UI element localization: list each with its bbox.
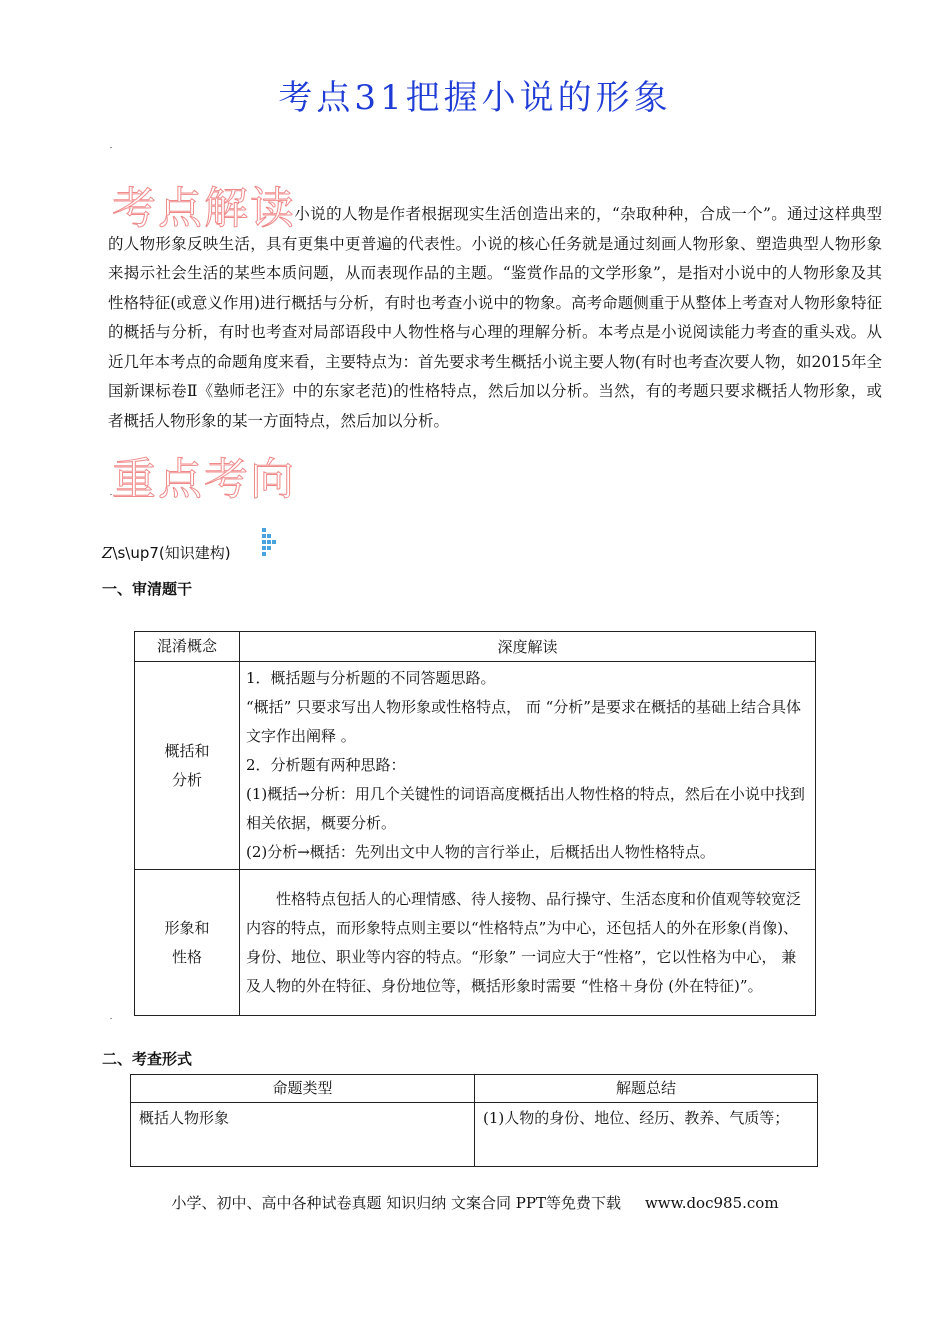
build-prefix: Z bbox=[102, 544, 113, 562]
interpretation-line: “概括” 只要求写出人物形象或性格特点， 而 “分析”是要求在概括的基础上结合具体文字作出阐释 。 bbox=[246, 698, 801, 745]
section-banner-focus: 重点考向 bbox=[112, 454, 296, 505]
concept-table bbox=[134, 631, 816, 1016]
interpretation-text: 性格特点包括人的心理情感、待人接物、品行操守、生活态度和价值观等较宽泛内容的特点，而形象特点则主要以“性格特点”为中心，还包括人的外在形象(肖像)、身份、地位、职业等内容的特点。“形象” 一词应大于“性格”，它以性格为中心， 兼及人物的外在特征、身份地位等，概括形象时需要 “性格＋身份 (外在特征)”。 bbox=[246, 889, 802, 995]
table-header-cell: 混淆概念 bbox=[135, 632, 240, 662]
margin-mark bbox=[110, 494, 112, 495]
table-header-row bbox=[131, 1075, 818, 1103]
margin-mark bbox=[110, 1018, 112, 1019]
concept-line: 形象和 bbox=[164, 918, 210, 937]
section-heading-1: 一、审清题干 bbox=[102, 580, 193, 598]
table-header-cell: 解题总结 bbox=[475, 1075, 818, 1103]
table-header-cell: 命题类型 bbox=[131, 1075, 475, 1103]
concept-cell bbox=[135, 870, 240, 1016]
concept-line: 性格 bbox=[171, 947, 202, 966]
intro-text: 小说的人物是作者根据现实生活创造出来的，“杂取种种，合成一个”。通过这样典型的人物形象反映生活，具有更集中更普遍的代表性。小说的核心任务就是通过刻画人物形象、塑造典型人物形象来揭示社会生活的某些本质问题，从而表现作品的主题。“鉴赏作品的文学形象”，是指对小说中的人物形象及其性格特征(或意义作用)进行概括与分析，有时也考查小说中的物象。高考命题侧重于从整体上考查对人物形象特征的概括与分析，有时也考查对局部语段中人物性格与心理的理解分析。本考点是小说阅读能力考查的重头戏。从近几年本考点的命题角度来看，主要特点为：首先要求考生概括小说主要人物(有时也考查次要人物，如2015年全国新课标卷Ⅱ《塾师老汪》中的东家老范)的性格特点，然后加以分析。当然，有的考题只要求概括人物形象，或者概括人物形象的某一方面特点，然后加以分析。 bbox=[108, 205, 882, 430]
interpretation-line: (1)概括→分析：用几个关键性的词语高度概括出人物性格的特点，然后在小说中找到相关依据，概要分析。 bbox=[246, 785, 805, 832]
question-type-cell: 概括人物形象 bbox=[131, 1103, 475, 1167]
table-header-cell: 深度解读 bbox=[240, 632, 816, 662]
footer-url: www.doc985.com bbox=[644, 1194, 779, 1212]
interpretation-cell bbox=[240, 870, 816, 1016]
section-heading-2: 二、考查形式 bbox=[102, 1050, 193, 1068]
interpretation-line: (2)分析→概括：先列出文中人物的言行举止，后概括出人物性格特点。 bbox=[246, 843, 715, 861]
table-row bbox=[135, 662, 816, 870]
table-row bbox=[135, 870, 816, 1016]
intro-paragraph bbox=[108, 200, 882, 436]
margin-mark bbox=[110, 147, 112, 148]
table-header-row bbox=[135, 632, 816, 662]
footer-text: 小学、初中、高中各种试卷真题 知识归纳 文案合同 PPT等免费下载 bbox=[171, 1194, 621, 1212]
concept-cell bbox=[135, 662, 240, 870]
question-type-table bbox=[130, 1074, 818, 1167]
concept-line: 概括和 bbox=[164, 741, 210, 760]
page-footer bbox=[0, 1192, 950, 1213]
interpretation-line: 2．分析题有两种思路： bbox=[246, 756, 406, 774]
concept-line: 分析 bbox=[171, 770, 202, 789]
table-row bbox=[131, 1103, 818, 1167]
solution-summary-cell: (1)人物的身份、地位、经历、教养、气质等； bbox=[475, 1103, 818, 1167]
interpretation-line: 1．概括题与分析题的不同答题思路。 bbox=[246, 669, 496, 687]
section-banner-analysis: 考点解读 bbox=[112, 183, 296, 234]
knowledge-build-label bbox=[102, 542, 231, 563]
page-title: 考点31把握小说的形象 bbox=[278, 78, 672, 118]
build-label: \s\up7(知识建构) bbox=[112, 544, 231, 562]
interpretation-cell bbox=[240, 662, 816, 870]
triangle-arrow-icon bbox=[262, 528, 284, 562]
